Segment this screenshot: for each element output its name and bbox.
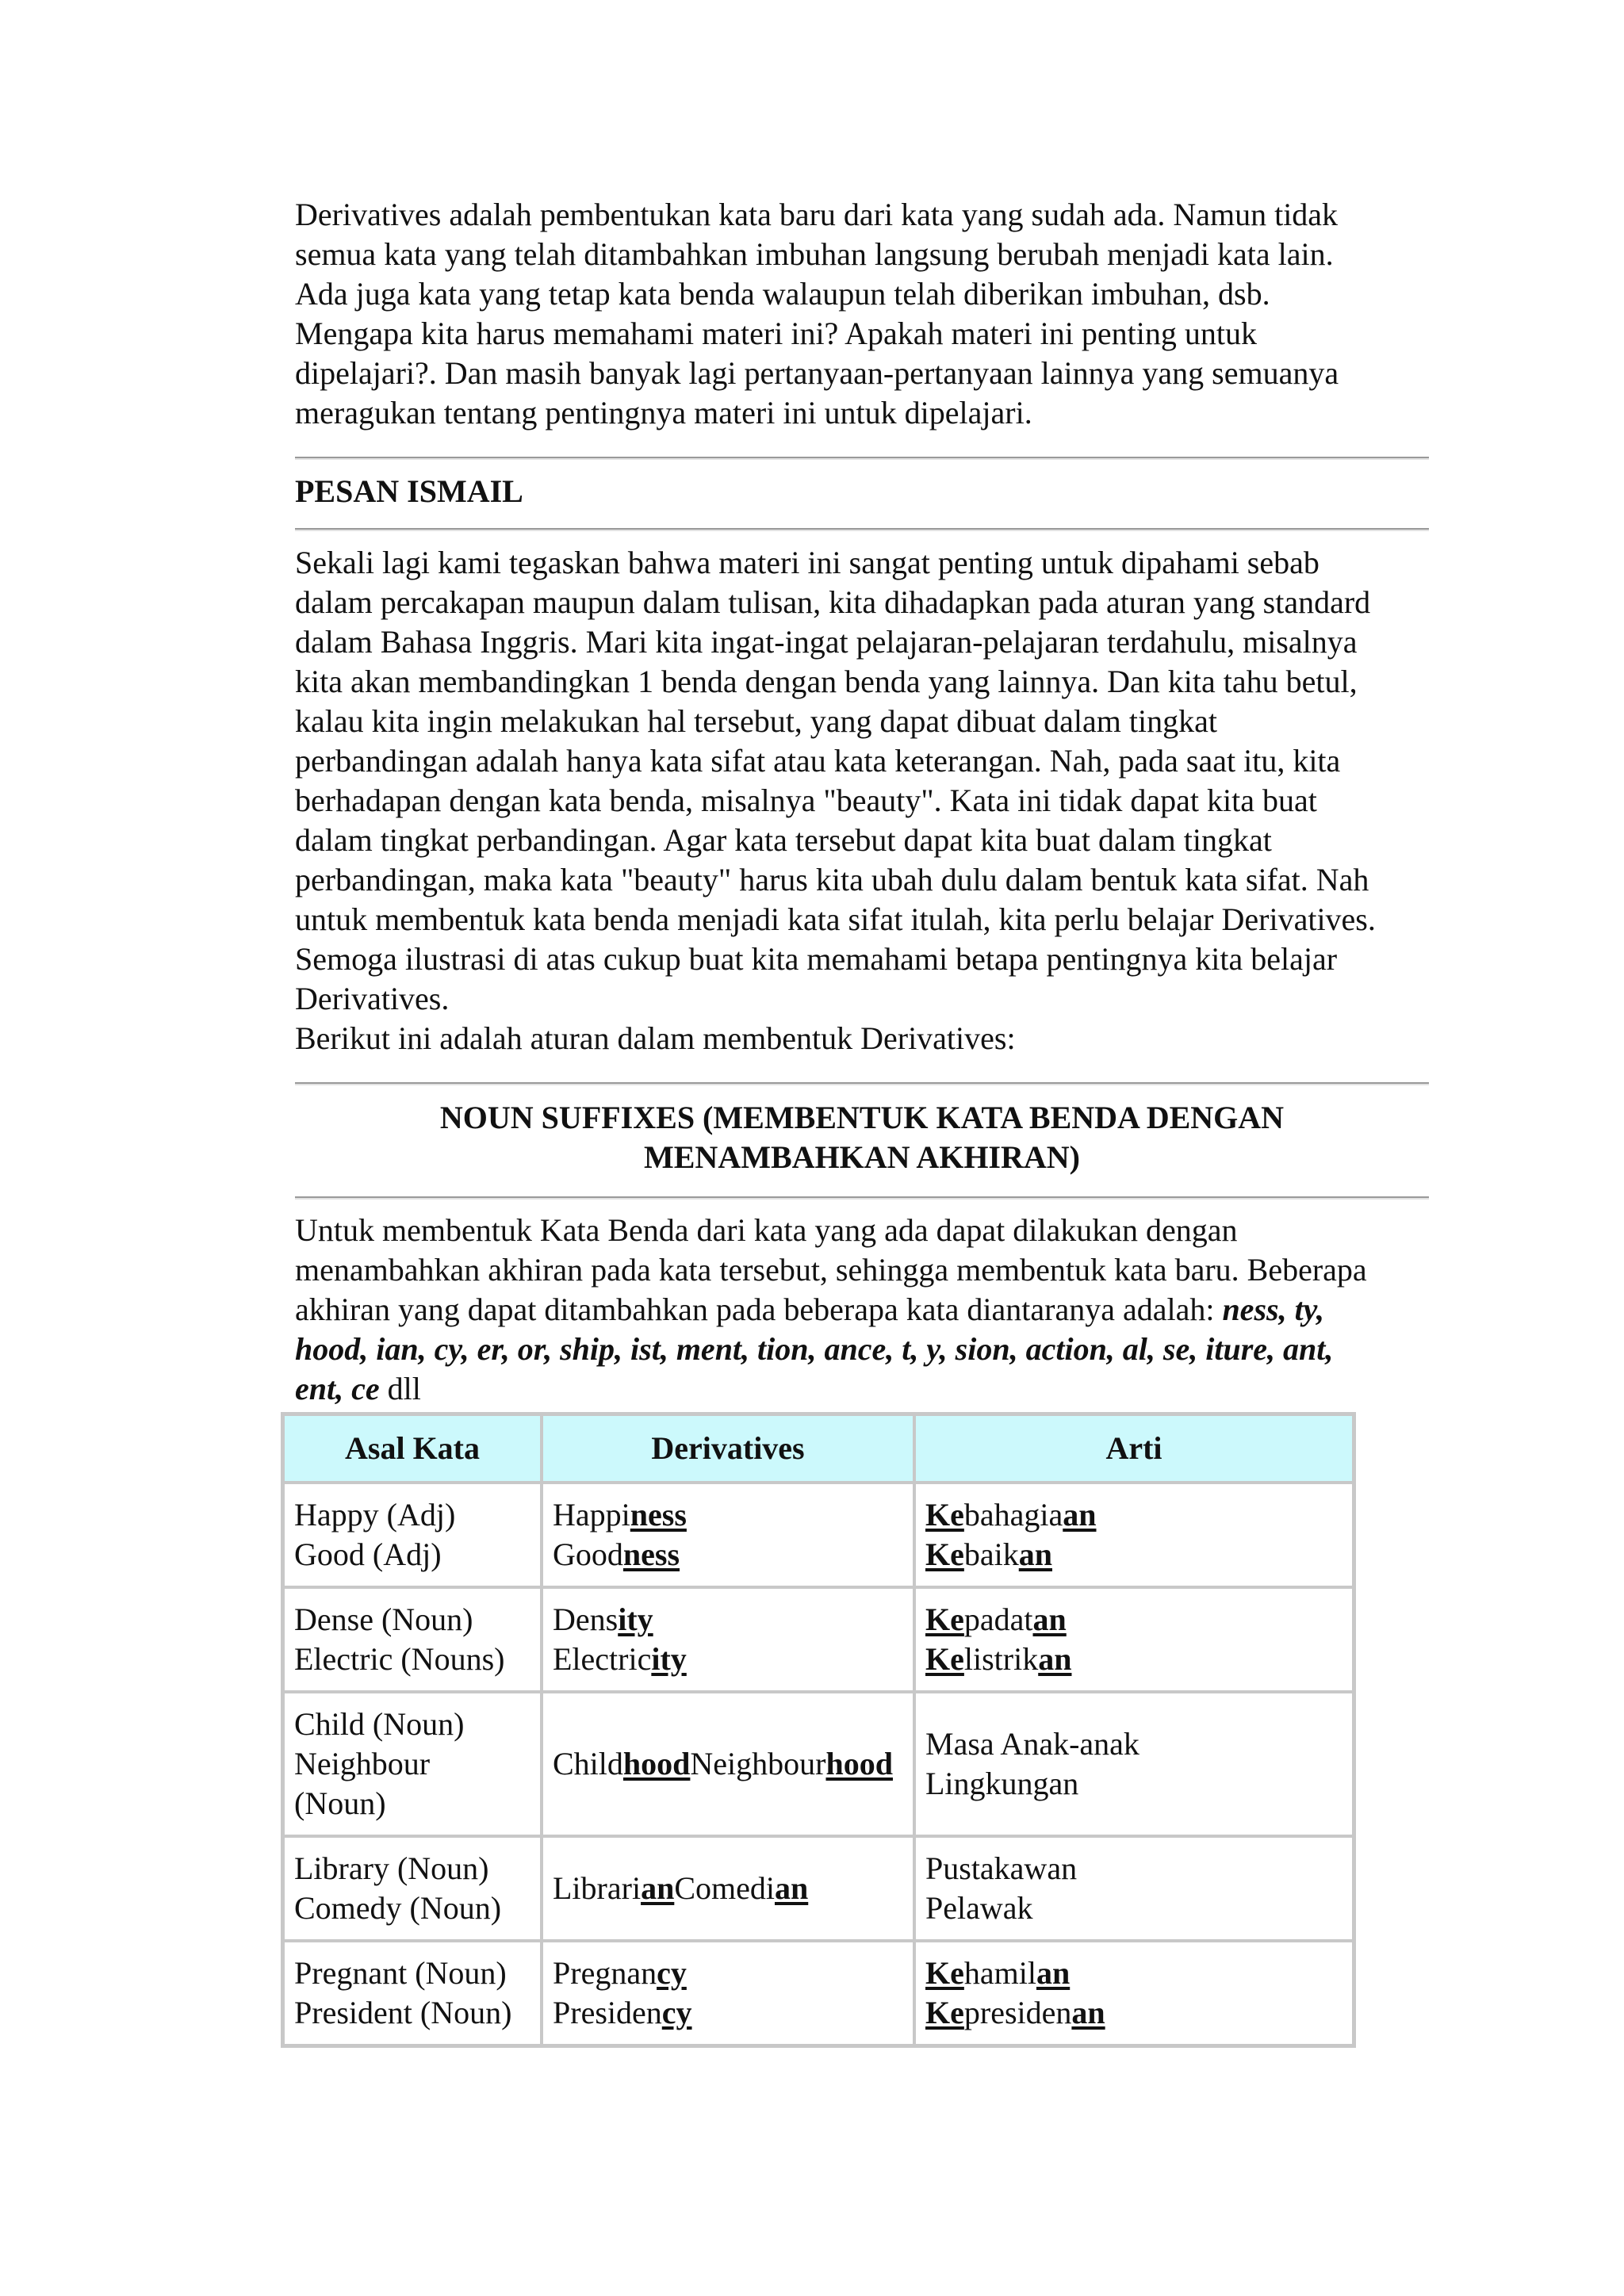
cell-derivatives-line <box>553 1600 903 1640</box>
cell-arti-line <box>925 1993 1342 2033</box>
affix-highlight: an <box>1038 1641 1072 1677</box>
asal-kata-text: Pregnant (Noun) <box>294 1955 507 1991</box>
pesan-line: Sekali lagi kami tegaskan bahwa materi ini sangat penting untuk dipahami sebab <box>295 545 1320 580</box>
affix-highlight: ness <box>630 1497 687 1533</box>
suffix-list: hood, ian, cy, er, or, ship, ist, ment, tion, ance, t, y, sion, action, al, se, iture, ant, <box>295 1331 1334 1367</box>
pesan-line: dalam tingkat perbandingan. Agar kata tersebut dapat kita buat dalam tingkat <box>295 822 1272 858</box>
intro-paragraph <box>295 195 1429 433</box>
cell-derivatives-line <box>553 1640 903 1679</box>
cell-derivatives <box>542 1483 914 1587</box>
affix-highlight: hood <box>622 1746 691 1781</box>
column-header-arti: Arti <box>914 1414 1354 1483</box>
noun-line: Untuk membentuk Kata Benda dari kata yang ada dapat dilakukan dengan <box>295 1212 1238 1248</box>
pesan-line: Derivatives. <box>295 981 450 1016</box>
affix-highlight: an <box>1063 1497 1097 1533</box>
pesan-line: perbandingan adalah hanya kata sifat atau kata keterangan. Nah, pada saat itu, kita <box>295 743 1341 779</box>
pesan-line: Berikut ini adalah aturan dalam membentuk Derivatives: <box>295 1020 1016 1056</box>
asal-kata-text: Dense (Noun) <box>294 1601 473 1637</box>
cell-arti-line <box>925 1724 1342 1764</box>
suffix-list: ness, ty, <box>1222 1292 1324 1327</box>
word-segment: Librari <box>553 1870 642 1906</box>
affix-highlight: Ke <box>925 1497 964 1533</box>
noun-paragraph <box>295 1211 1429 1409</box>
affix-highlight: hood <box>825 1746 893 1781</box>
intro-line: Derivatives adalah pembentukan kata baru dari kata yang sudah ada. Namun tidak <box>295 197 1339 232</box>
cell-asal-kata <box>283 1941 542 2045</box>
pesan-line: dalam percakapan maupun dalam tulisan, kita dihadapkan pada aturan yang standard <box>295 584 1371 620</box>
asal-kata-text: Electric (Nouns) <box>294 1641 505 1677</box>
pesan-paragraph <box>295 543 1429 1058</box>
noun-line-text: akhiran yang dapat ditambahkan pada beberapa kata diantaranya adalah: <box>295 1292 1223 1327</box>
word-segment: Child <box>553 1746 623 1781</box>
affix-highlight: Ke <box>925 1995 964 2030</box>
affix-highlight: Ke <box>925 1955 964 1991</box>
affix-highlight: ity <box>651 1641 687 1677</box>
intro-line: Ada juga kata yang tetap kata benda walaupun telah diberikan imbuhan, dsb. <box>295 276 1270 312</box>
table-row <box>283 1692 1354 1836</box>
pesan-line: berhadapan dengan kata benda, misalnya "beauty". Kata ini tidak dapat kita buat <box>295 783 1317 818</box>
asal-kata-text: (Noun) <box>294 1785 386 1821</box>
word-segment: Pelawak <box>925 1890 1033 1926</box>
word-segment: baik <box>963 1536 1019 1572</box>
cell-arti-line <box>925 1764 1342 1804</box>
word-segment: presiden <box>963 1995 1072 2030</box>
noun-line <box>295 1369 1429 1409</box>
table-row <box>283 1836 1354 1941</box>
intro-line: dipelajari?. Dan masih banyak lagi pertanyaan-pertanyaan lainnya yang semuanya <box>295 355 1339 391</box>
cell-derivatives-line <box>553 1495 903 1535</box>
intro-line: Mengapa kita harus memahami materi ini? Apakah materi ini penting untuk <box>295 316 1257 351</box>
noun-suffixes-heading <box>402 1098 1322 1177</box>
word-segment: padat <box>963 1601 1033 1637</box>
affix-highlight: an <box>1071 1995 1105 2030</box>
word-segment: listrik <box>963 1641 1039 1677</box>
cell-derivatives-line <box>553 1954 903 1993</box>
cell-arti-line <box>925 1600 1342 1640</box>
derivatives-table <box>281 1412 1356 2048</box>
suffix-list: ent, ce <box>295 1371 380 1406</box>
pesan-line: kita akan membandingkan 1 benda dengan benda yang lainnya. Dan kita tahu betul, <box>295 664 1358 699</box>
pesan-heading: PESAN ISMAIL <box>295 473 523 509</box>
asal-kata-text: Library (Noun) <box>294 1850 489 1886</box>
affix-highlight: ity <box>618 1601 653 1637</box>
column-header-asal-kata: Asal Kata <box>283 1414 542 1483</box>
cell-arti-line <box>925 1495 1342 1535</box>
cell-arti <box>914 1836 1354 1941</box>
affix-highlight: cy <box>661 1995 692 2030</box>
intro-line: meragukan tentang pentingnya materi ini untuk dipelajari. <box>295 395 1032 430</box>
cell-arti <box>914 1692 1354 1836</box>
asal-kata-text: Child (Noun) <box>294 1706 465 1742</box>
asal-kata-text: President (Noun) <box>294 1995 512 2030</box>
noun-heading-line: MENAMBAHKAN AKHIRAN) <box>644 1139 1080 1175</box>
cell-asal-kata <box>283 1587 542 1692</box>
cell-arti <box>914 1941 1354 2045</box>
pesan-line: perbandingan, maka kata "beauty" harus kita ubah dulu dalam bentuk kata sifat. Nah <box>295 862 1369 897</box>
cell-derivatives <box>542 1941 914 2045</box>
word-segment: Masa Anak-anak <box>925 1726 1139 1762</box>
affix-highlight: an <box>1018 1536 1052 1572</box>
cell-derivatives-line <box>553 1535 903 1575</box>
table-header-row <box>283 1414 1354 1483</box>
cell-derivatives-line <box>553 1993 903 2033</box>
noun-line: menambahkan akhiran pada kata tersebut, sehingga membentuk kata baru. Beberapa <box>295 1252 1367 1288</box>
word-segment: Lingkungan <box>925 1766 1079 1801</box>
cell-arti-line <box>925 1888 1342 1928</box>
pesan-line: untuk membentuk kata benda menjadi kata sifat itulah, kita perlu belajar Derivatives. <box>295 901 1376 937</box>
word-segment: Happi <box>553 1497 630 1533</box>
word-segment: bahagia <box>963 1497 1063 1533</box>
cell-asal-kata <box>283 1836 542 1941</box>
affix-highlight: an <box>774 1870 809 1906</box>
cell-derivatives <box>542 1587 914 1692</box>
affix-highlight: cy <box>657 1955 687 1991</box>
word-segment: Comedi <box>674 1870 775 1906</box>
pesan-line: kalau kita ingin melakukan hal tersebut, yang dapat dibuat dalam tingkat <box>295 703 1217 739</box>
asal-kata-text: Neighbour <box>294 1746 431 1781</box>
asal-kata-text: Happy (Adj) <box>294 1497 456 1533</box>
word-segment: Neighbour <box>690 1746 826 1781</box>
asal-kata-text: Good (Adj) <box>294 1536 442 1572</box>
word-segment: Pustakawan <box>925 1850 1078 1886</box>
cell-derivatives <box>542 1836 914 1941</box>
affix-highlight: an <box>641 1870 675 1906</box>
affix-highlight: ness <box>622 1536 680 1572</box>
affix-highlight: an <box>1032 1601 1067 1637</box>
word-segment: Electric <box>553 1641 652 1677</box>
cell-asal-kata <box>283 1483 542 1587</box>
noun-line-text: dll <box>379 1371 421 1406</box>
intro-line: semua kata yang telah ditambahkan imbuhan langsung berubah menjadi kata lain. <box>295 236 1334 272</box>
cell-arti <box>914 1587 1354 1692</box>
affix-highlight: Ke <box>925 1641 964 1677</box>
column-header-derivatives: Derivatives <box>542 1414 914 1483</box>
table-row <box>283 1483 1354 1587</box>
cell-arti-line <box>925 1640 1342 1679</box>
word-segment: Presiden <box>553 1995 662 2030</box>
cell-derivatives-line <box>553 1744 903 1784</box>
cell-asal-kata <box>283 1692 542 1836</box>
pesan-line: Semoga ilustrasi di atas cukup buat kita memahami betapa pentingnya kita belajar <box>295 941 1338 977</box>
cell-arti-line <box>925 1954 1342 1993</box>
affix-highlight: Ke <box>925 1536 964 1572</box>
word-segment: hamil <box>963 1955 1036 1991</box>
table-row <box>283 1941 1354 2045</box>
affix-highlight: Ke <box>925 1601 964 1637</box>
word-segment: Dens <box>553 1601 619 1637</box>
asal-kata-text: Comedy (Noun) <box>294 1890 502 1926</box>
table-row <box>283 1587 1354 1692</box>
cell-arti-line <box>925 1849 1342 1888</box>
pesan-line: dalam Bahasa Inggris. Mari kita ingat-ingat pelajaran-pelajaran terdahulu, misalnya <box>295 624 1358 660</box>
affix-highlight: an <box>1036 1955 1071 1991</box>
cell-arti <box>914 1483 1354 1587</box>
noun-heading-line: NOUN SUFFIXES (MEMBENTUK KATA BENDA DENGAN <box>439 1100 1285 1135</box>
cell-arti-line <box>925 1535 1342 1575</box>
table-body <box>283 1483 1354 2045</box>
word-segment: Good <box>553 1536 623 1572</box>
cell-derivatives-line <box>553 1869 903 1908</box>
cell-derivatives <box>542 1692 914 1836</box>
document-page <box>295 195 1429 2048</box>
word-segment: Pregnan <box>553 1955 657 1991</box>
noun-line <box>295 1290 1429 1330</box>
